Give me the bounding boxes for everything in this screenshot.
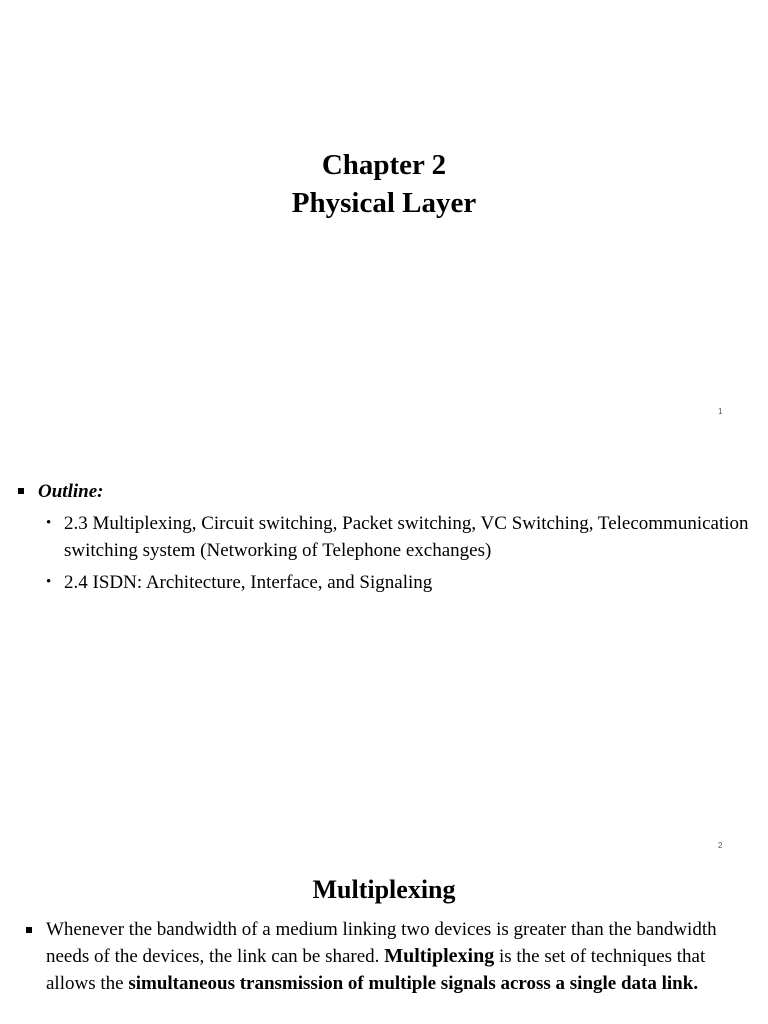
outline-label: Outline:: [38, 481, 104, 502]
para-text-1: Whenever the bandwidth of a medium linking two devices is greater than the bandwidth needs of the devices, the link can be shared.: [46, 919, 717, 967]
slide-2: [0, 432, 768, 864]
definition-paragraph: [46, 916, 758, 997]
list-item-text: 2.3 Multiplexing, Circuit switching, Packet switching, VC Switching, Telecommunication switching system (Networking of Telephone exchanges): [64, 513, 749, 561]
chapter-title-line1: Chapter 2: [321, 149, 447, 181]
outline-heading: [18, 480, 103, 504]
para-bold-term: Multiplexing: [384, 945, 495, 967]
bullet-dot-icon: •: [46, 515, 52, 531]
bullet-dot-icon: •: [46, 574, 52, 590]
square-bullet-icon: [26, 927, 32, 933]
para-text-2: is the set of techniques that allows the: [46, 946, 706, 994]
slide-number: 2: [718, 841, 723, 850]
slide-title: Multiplexing: [312, 875, 456, 904]
slide-number: 1: [718, 407, 723, 416]
list-item: [46, 510, 758, 564]
outline-list: [46, 510, 758, 601]
para-bold-phrase: simultaneous transmission of multiple signals across a single data link.: [128, 973, 699, 994]
slide-3: [0, 864, 768, 1024]
chapter-title: [0, 146, 768, 222]
list-item: [46, 569, 758, 596]
square-bullet-icon: [18, 488, 24, 494]
chapter-title-line2: Physical Layer: [291, 187, 477, 219]
slide-1: [0, 0, 768, 432]
list-item-text: 2.4 ISDN: Architecture, Interface, and Signaling: [64, 572, 433, 593]
